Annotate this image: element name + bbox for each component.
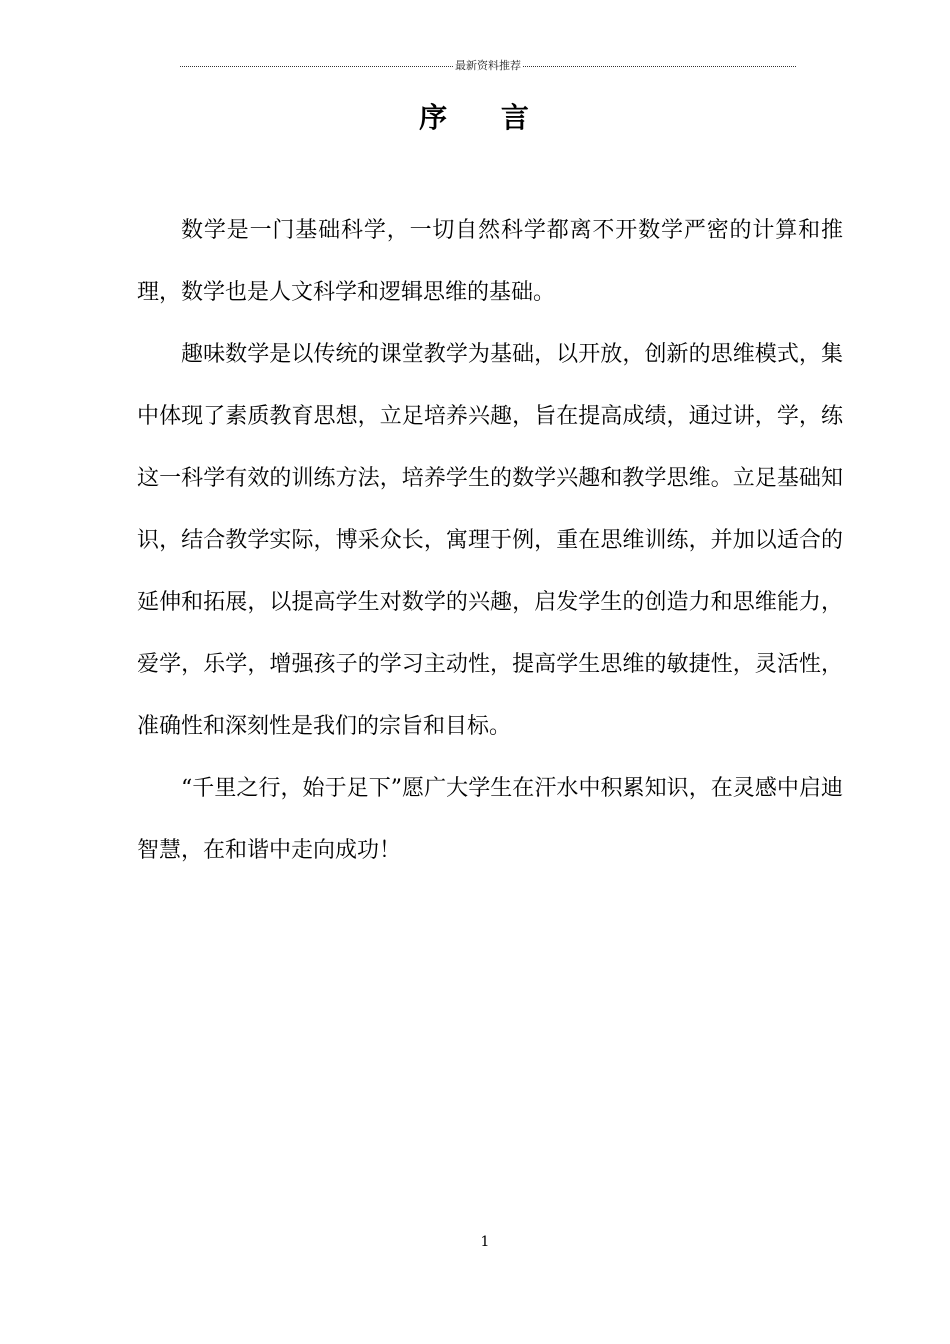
header-dotted-rule-left bbox=[180, 66, 453, 67]
preface-body bbox=[137, 200, 843, 882]
paragraph-1: 数学是一门基础科学，一切自然科学都离不开数学严密的计算和推理，数学也是人文科学和逻辑思维的基础。 bbox=[137, 218, 843, 305]
header-dotted-rule-right bbox=[523, 66, 796, 67]
paragraph-3: “千里之行，始于足下”愿广大学生在汗水中积累知识，在灵感中启迪智慧，在和谐中走向成功！ bbox=[137, 776, 843, 863]
paragraph-2: 趣味数学是以传统的课堂教学为基础，以开放，创新的思维模式，集中体现了素质教育思想，立足培养兴趣，旨在提高成绩，通过讲，学，练这一科学有效的训练方法，培养学生的数学兴趣和教学思维。立足基础知识，结合教学实际，博采众长，寓理于例，重在思维训练，并加以适合的延伸和拓展，以提高学生对数学的兴趣，启发学生的创造力和思维能力，爱学，乐学，增强孩子的学习主动性，提高学生思维的敏捷性，灵活性，准确性和深刻性是我们的宗旨和目标。 bbox=[137, 342, 843, 739]
header-label: 最新资料推荐 bbox=[455, 59, 521, 72]
page-header bbox=[180, 56, 796, 74]
page-title: 序 言 bbox=[419, 101, 551, 134]
page-number: 1 bbox=[480, 1234, 490, 1250]
